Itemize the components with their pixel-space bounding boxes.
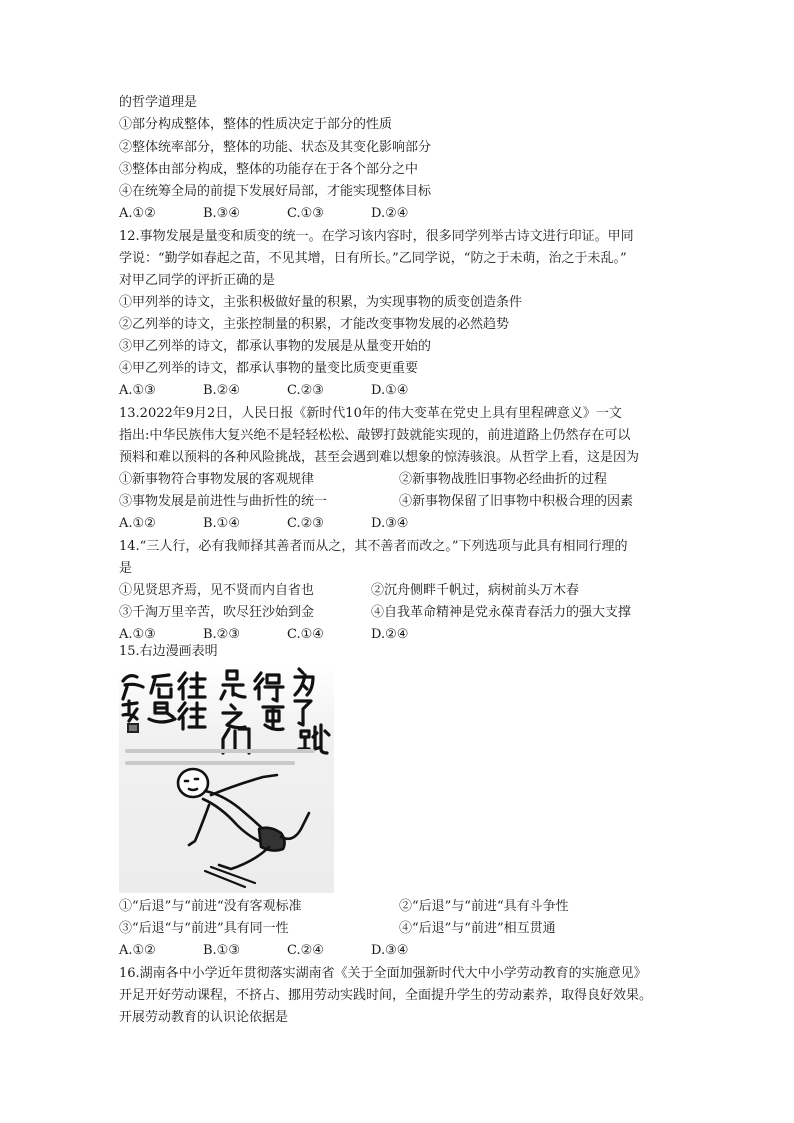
- q14-option-4: ④自我革命精神是党永葆青春活力的强大支撑: [371, 605, 632, 620]
- q13-option-2: ②新事物战胜旧事物必经曲折的过程: [399, 472, 608, 487]
- q15-answer-b: B.①③: [203, 943, 240, 958]
- q15-option-1: ①“后退”与“前进“没有客观标准: [119, 899, 302, 914]
- q14-answer-c: C.①④: [287, 627, 324, 642]
- q15-stem: 15.右边漫画表明: [119, 644, 218, 659]
- q11-stem-tail: 的哲学道理是: [119, 95, 198, 110]
- q12-stem-3: 对甲乙同学的评折正确的是: [119, 273, 276, 288]
- cartoon-caption: [334, 665, 335, 666]
- q12-option-4: ④甲乙列举的诗文，都承认事物的量变比质变更重要: [119, 361, 419, 376]
- q11-answer-c: C.①③: [287, 206, 324, 221]
- cartoon-image: [119, 665, 334, 893]
- q13-option-1: ①新事物符合事物发展的客观规律: [119, 472, 315, 487]
- q13-stem-2: 指出:中华民族伟大复兴绝不是轻轻松松、敲锣打鼓就能实现的，前进道路上仍然存在可以: [119, 428, 631, 443]
- q15-option-3: ③“后退“与“前进”具有同一性: [119, 921, 289, 936]
- q11-option-4: ④在统筹全局的前提下发展好局部，才能实现整体目标: [119, 184, 432, 199]
- q15-option-4: ④“后退”与“前进”相互贯通: [399, 921, 556, 936]
- q11-answer-a: A.①②: [119, 206, 156, 221]
- q12-answer-b: B.②④: [203, 383, 240, 398]
- q14-answer-b: B.②③: [203, 627, 240, 642]
- cartoon-drawing: [119, 665, 334, 893]
- q14-stem-1: 14.“三人行，必有我师择其善者而从之，其不善者而改之。”下列选项与此具有相同行理的: [119, 539, 628, 554]
- q14-option-3: ③千淘万里辛苦，吹尽狂沙始到金: [119, 605, 315, 620]
- q13-answer-a: A.①②: [119, 516, 156, 531]
- q14-stem-2: 是: [119, 561, 133, 576]
- q12-option-1: ①甲列举的诗文，主张积极做好量的积累，为实现事物的质变创造条件: [119, 295, 523, 310]
- q13-answer-c: C.②③: [287, 516, 324, 531]
- q11-option-2: ②整体统率部分，整体的功能、状态及其变化影响部分: [119, 140, 432, 155]
- q13-answer-b: B.①④: [203, 516, 240, 531]
- q16-stem-1: 16.湖南各中小学近年贯彻落实湖南省《关于全面加强新时代大中小学劳动教育的实施意见》: [119, 966, 647, 981]
- q11-option-3: ③整体由部分构成，整体的功能存在于各个部分之中: [119, 162, 419, 177]
- q14-answer-a: A.①③: [119, 627, 156, 642]
- q13-option-3: ③事物发展是前进性与曲折性的统一: [119, 494, 328, 509]
- q11-option-1: ①部分构成整体，整体的性质决定于部分的性质: [119, 117, 393, 132]
- q11-answer-b: B.③④: [203, 206, 240, 221]
- q15-answer-c: C.②④: [287, 943, 324, 958]
- q16-stem-2: 开足开好劳动课程，不挤占、挪用劳动实践时间，全面提升学生的劳动素养，取得良好效果。: [119, 988, 653, 1003]
- q12-stem-2: 学说：“勤学如春起之苗，不见其增，日有所长。”乙同学说，“防之于未萌，治之于未乱。”: [119, 251, 627, 266]
- q12-option-2: ②乙列举的诗文，主张控制量的积累，才能改变事物发展的必然趋势: [119, 317, 510, 332]
- q13-stem-3: 预料和难以预料的各种风险挑战，甚至会遇到难以想象的惊涛骇浪。从哲学上看，这是因为: [119, 450, 640, 465]
- q12-answer-d: D.①④: [371, 383, 409, 398]
- q14-option-1: ①见贤思齐焉，见不贤而内自省也: [119, 583, 315, 598]
- q13-option-4: ④新事物保留了旧事物中积极合理的因素: [399, 494, 634, 509]
- q15-answer-d: D.③④: [371, 943, 409, 958]
- q13-answer-d: D.③④: [371, 516, 409, 531]
- q12-stem-1: 12.事物发展是量变和质变的统一。在学习该内容时，很多同学列举古诗文进行印证。甲同: [119, 229, 634, 244]
- q16-stem-3: 开展劳动教育的认识论依据是: [119, 1010, 289, 1025]
- q14-answer-d: D.②④: [371, 627, 409, 642]
- q14-option-2: ②沉舟侧畔千帆过，病树前头万木春: [371, 583, 580, 598]
- q12-answer-c: C.②③: [287, 383, 324, 398]
- q15-option-2: ②“后退”与“前进“具有斗争性: [399, 899, 569, 914]
- q11-answer-d: D.②④: [371, 206, 409, 221]
- q12-option-3: ③甲乙列举的诗文，都承认事物的发展是从量变开始的: [119, 339, 432, 354]
- q15-answer-a: A.①②: [119, 943, 156, 958]
- q13-stem-1: 13.2022年9月2日，人民日报《新时代10年的伟大变革在党史上具有里程碑意义》一文: [119, 406, 622, 421]
- q12-answer-a: A.①③: [119, 383, 156, 398]
